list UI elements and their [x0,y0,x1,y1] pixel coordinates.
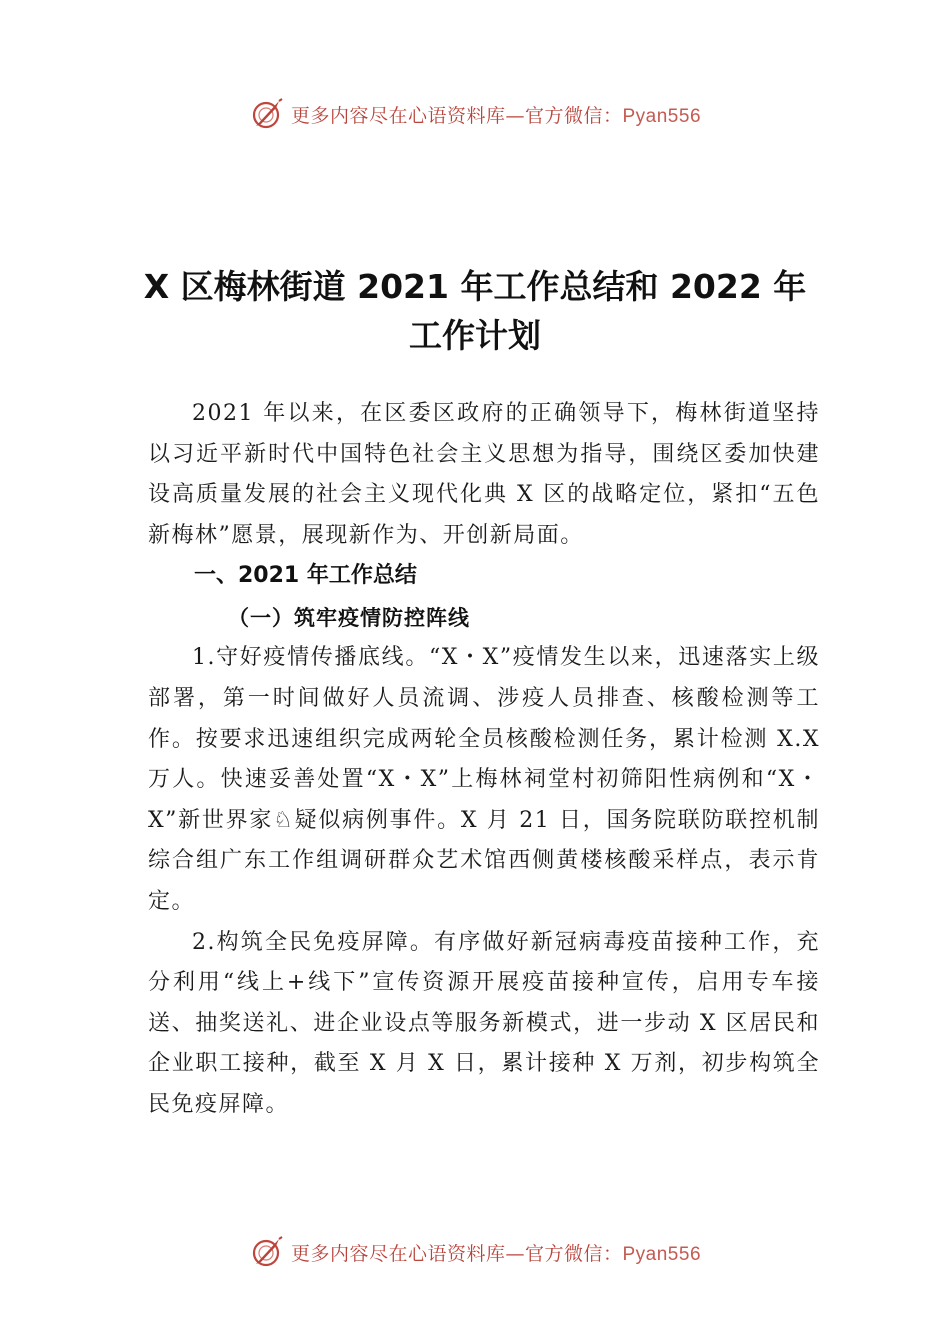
footer-watermark-banner [0,1232,950,1272]
watermark-text: 更多内容尽在心语资料库—官方微信：Pyan556 [290,1242,702,1265]
title-line-1: X 区梅林街道 2021 年工作总结和 2022 年 [143,267,807,306]
header-watermark-banner [0,94,950,134]
section-heading: 一、2021 年工作总结 [194,563,417,589]
subsection-heading: （一）筑牢疫情防控阵线 [228,606,470,631]
document-body [148,394,820,1126]
item-paragraph-1: 1.守好疫情传播底线。“X・X”疫情发生以来，迅速落实上级部署，第一时间做好人员流调、涉疫人员排查、核酸检测等工作。按要求迅速组织完成两轮全员核酸检测任务，累计检测 X.X 万人。快速妥善处置“X・X”上梅林祠堂村初筛阳性病例和“X・X”新世界家♘疑似病例事件。X 月 21 日，国务院联防联控机制综合组广东工作组调研群众艺术馆西侧黄楼核酸采样点，表示肯定。 [148,645,821,914]
quill-seal-logo-icon [249,1234,285,1270]
wechat-id: Pyan556 [622,105,702,127]
wechat-id: Pyan556 [622,1243,702,1265]
quill-seal-logo-icon [249,96,285,132]
document-title [120,262,830,360]
watermark-text: 更多内容尽在心语资料库—官方微信：Pyan556 [290,104,702,127]
title-line-2: 工作计划 [409,316,541,355]
intro-paragraph: 2021 年以来，在区委区政府的正确领导下，梅林街道坚持以习近平新时代中国特色社会主义思想为指导，围绕区委加快建设高质量发展的社会主义现代化典 X 区的战略定位，紧扣“五色新梅林”愿景，展现新作为、开创新局面。 [148,401,820,548]
item-paragraph-2: 2.构筑全民免疫屏障。有序做好新冠病毒疫苗接种工作，充分利用“线上+线下”宣传资源开展疫苗接种宣传，启用专车接送、抽奖送礼、进企业设点等服务新模式，进一步动 X 区居民和企业职工接种，截至 X 月 X 日，累计接种 X 万剂，初步构筑全民免疫屏障。 [148,929,820,1117]
